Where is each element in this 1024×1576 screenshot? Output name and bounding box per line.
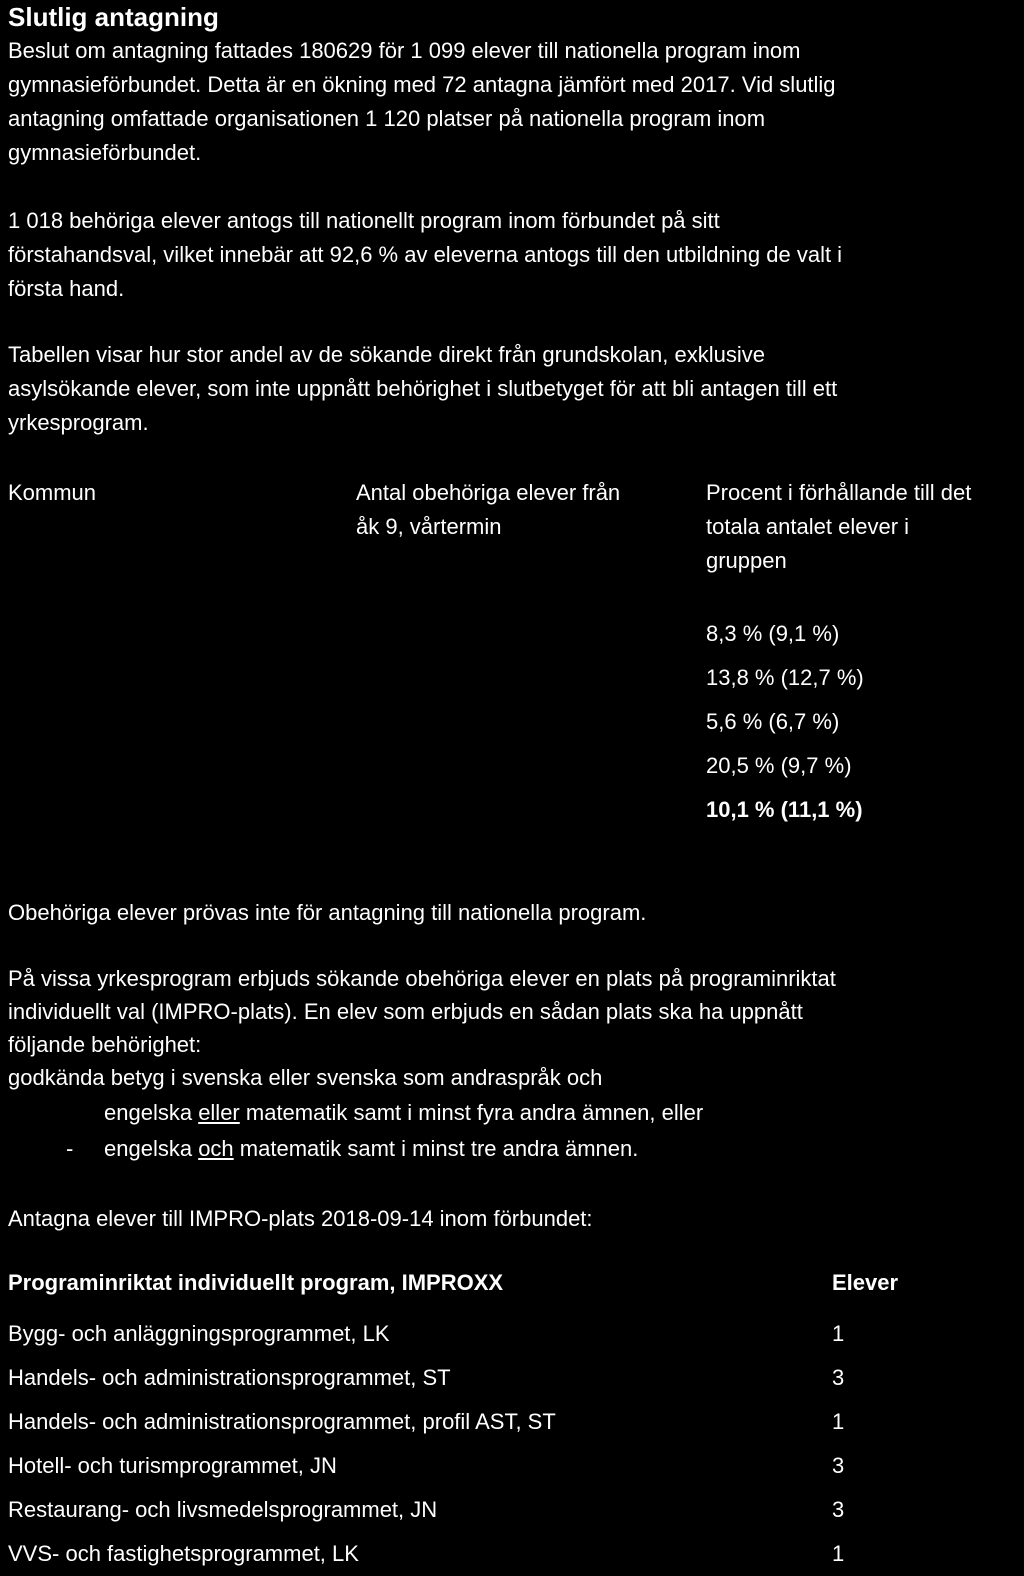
percent-column [706,612,864,832]
table-row-program: VVS- och fastighetsprogrammet, LK [8,1541,359,1566]
header-line: totala antalet elever i [706,514,910,539]
header-line: gruppen [706,548,787,573]
page-title: Slutlig antagning [8,2,219,32]
text-line: På vissa yrkesprogram erbjuds sökande obehöriga elever en plats på programinriktat [8,966,836,991]
text-line: yrkesprogram. [8,410,149,435]
requirement-dash: - [66,1136,74,1161]
text-line: gymnasieförbundet. [8,140,202,165]
table-row-count: 3 [832,1497,845,1522]
table-header-kommun: Kommun [8,480,97,505]
table-row-program: Restaurang- och livsmedelsprogrammet, JN [8,1497,438,1522]
text-line: Tabellen visar hur stor andel av de sökande direkt från grundskolan, exklusive [8,342,765,367]
table-header-percent [706,476,971,578]
table2-count-column [832,1312,844,1576]
paragraph-admission-decision [8,34,836,170]
req-text: engelska [104,1136,199,1161]
table-row-count: 1 [832,1409,845,1434]
table-row-program: Handels- och administrationsprogrammet, profil AST, ST [8,1409,556,1434]
req-emphasis: eller [198,1100,240,1125]
table-row-program: Bygg- och anläggningsprogrammet, LK [8,1321,390,1346]
percent-total-cell: 10,1 % (11,1 %) [706,797,863,822]
text-line: individuellt val (IMPRO-plats). En elev som erbjuds en sådan plats ska ha uppnått [8,999,803,1024]
paragraph-impro [8,962,836,1094]
percent-cell: 13,8 % (12,7 %) [706,665,864,690]
paragraph-first-choice [8,204,842,306]
paragraph-ineligible: Obehöriga elever prövas inte för antagning till nationella program. [8,900,647,925]
text-line: första hand. [8,276,125,301]
req-text: matematik samt i minst fyra andra ämnen, eller [239,1100,704,1125]
header-line: Antal obehöriga elever från [356,480,621,505]
table-row-count: 1 [832,1321,845,1346]
requirement-english-and-math [104,1132,638,1166]
table2-header-program: Programinriktat individuellt program, IMPROXX [8,1270,504,1295]
text-line: förstahandsval, vilket innebär att 92,6 % av eleverna antogs till den utbildning de valt i [8,242,843,267]
percent-cell: 5,6 % (6,7 %) [706,709,840,734]
text-line: 1 018 behöriga elever antogs till nationellt program inom förbundet på sitt [8,208,720,233]
table-row-count: 1 [832,1541,845,1566]
paragraph-table-intro [8,338,837,440]
text-line: följande behörighet: [8,1032,202,1057]
text-line: gymnasieförbundet. Detta är en ökning med 72 antagna jämfört med 2017. Vid slutlig [8,72,836,97]
percent-cell: 8,3 % (9,1 %) [706,621,840,646]
table-row-count: 3 [832,1365,845,1390]
req-text: engelska [104,1100,199,1125]
header-line: åk 9, vårtermin [356,514,502,539]
percent-cell: 20,5 % (9,7 %) [706,753,852,778]
text-line: Beslut om antagning fattades 180629 för 1 099 elever till nationella program inom [8,38,801,63]
req-text: matematik samt i minst tre andra ämnen. [233,1136,639,1161]
table-row-program: Hotell- och turismprogrammet, JN [8,1453,337,1478]
text-line: godkända betyg i svenska eller svenska som andraspråk och [8,1065,603,1090]
text-line: asylsökande elever, som inte uppnått behörighet i slutbetyget för att bli antagen till ett [8,376,838,401]
table-header-count [356,476,620,544]
req-emphasis: och [198,1136,234,1161]
table2-header-count: Elever [832,1270,899,1295]
table-row-count: 3 [832,1453,845,1478]
table-row-program: Handels- och administrationsprogrammet, ST [8,1365,451,1390]
paragraph-impro-admitted: Antagna elever till IMPRO-plats 2018-09-14 inom förbundet: [8,1206,593,1231]
header-line: Procent i förhållande till det [706,480,972,505]
table2-program-column [8,1312,556,1576]
requirement-english-or-math [104,1096,703,1130]
text-line: antagning omfattade organisationen 1 120 platser på nationella program inom [8,106,766,131]
